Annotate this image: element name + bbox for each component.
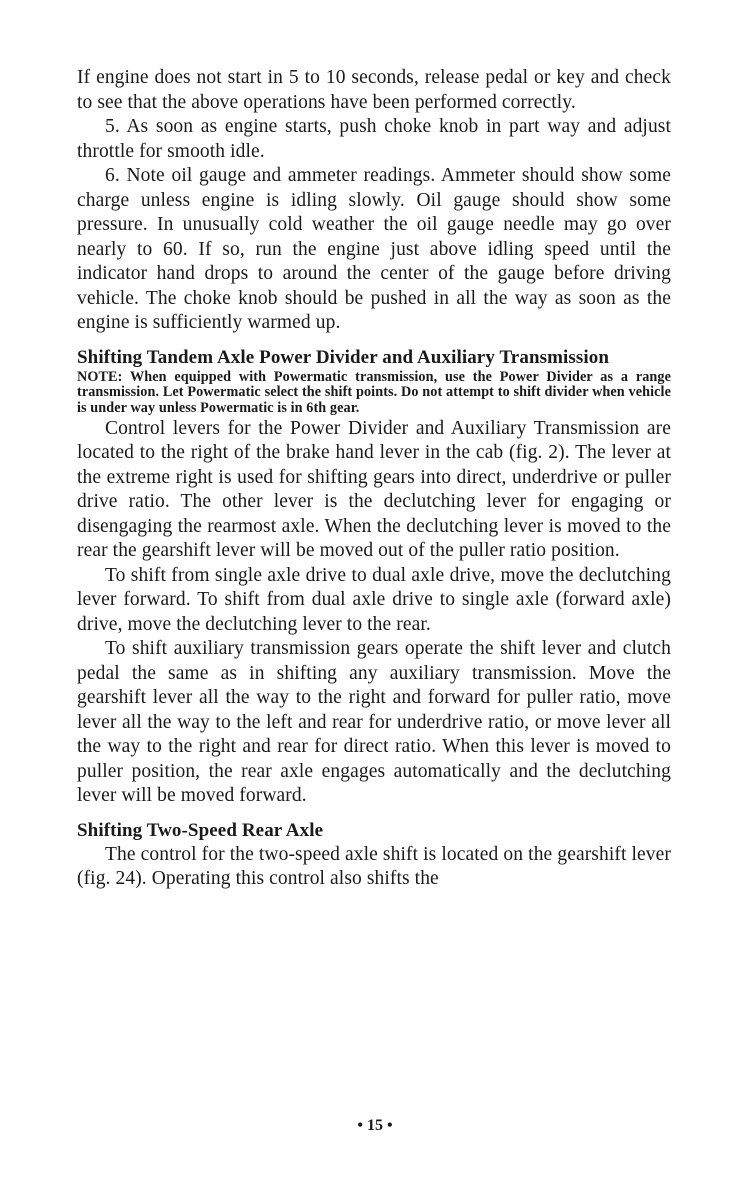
section-heading-two-speed-axle: Shifting Two-Speed Rear Axle [77, 819, 324, 841]
paragraph-engine-start: If engine does not start in 5 to 10 seconds, release pedal or key and check to see that the above operations have been performed correctly. [77, 67, 671, 113]
page-number: • 15 • [357, 1117, 393, 1134]
document-page [77, 66, 671, 892]
note-powermatic: NOTE: When equipped with Powermatic transmission, use the Power Divider as a range transmission. Let Powermatic select the shift points. Do not attempt to shift divider when vehicle is under way unless Powermatic is in 6th gear. [77, 368, 671, 417]
paragraph-step-5: 5. As soon as engine starts, push choke knob in part way and adjust throttle for smooth idle. [77, 116, 671, 162]
paragraph-single-dual-axle: To shift from single axle drive to dual axle drive, move the declutching lever forward. To shift from dual axle drive to single axle (forward axle) drive, move the declutching lever to the rear. [77, 564, 671, 635]
paragraph-auxiliary-shift: To shift auxiliary transmission gears operate the shift lever and clutch pedal the same as in shifting any auxiliary transmission. Move the gearshift lever all the way to the right and forward for puller ratio, move lever all the way to the left and rear for underdrive ratio, or move lever all the way to the right and rear for direct ratio. When this lever is moved to puller position, the rear axle engages automatically and the declutching lever will be moved forward. [77, 638, 671, 807]
paragraph-step-6: 6. Note oil gauge and ammeter readings. Ammeter should show some charge unless engine is idling slowly. Oil gauge should show some pressure. In unusually cold weather the oil gauge needle may go over nearly to 60. If so, run the engine just above idling speed until the indicator hand drops to around the center of the gauge before driving vehicle. The choke knob should be pushed in all the way as soon as the engine is sufficiently warmed up. [77, 165, 671, 333]
paragraph-two-speed-control: The control for the two-speed axle shift is located on the gearshift lever (fig. 24). Operating this control also shifts the [77, 843, 671, 890]
section-heading-tandem-axle: Shifting Tandem Axle Power Divider and Auxiliary Transmission [77, 346, 610, 368]
paragraph-control-levers: Control levers for the Power Divider and Auxiliary Transmission are located to the right of the brake hand lever in the cab (fig. 2). The lever at the extreme right is used for shifting gears into direct, underdrive or puller drive ratio. The other lever is the declutching lever for engaging or disengaging the rearmost axle. When the declutching lever is moved to the rear the gearshift lever will be moved out of the puller ratio position. [77, 417, 671, 562]
